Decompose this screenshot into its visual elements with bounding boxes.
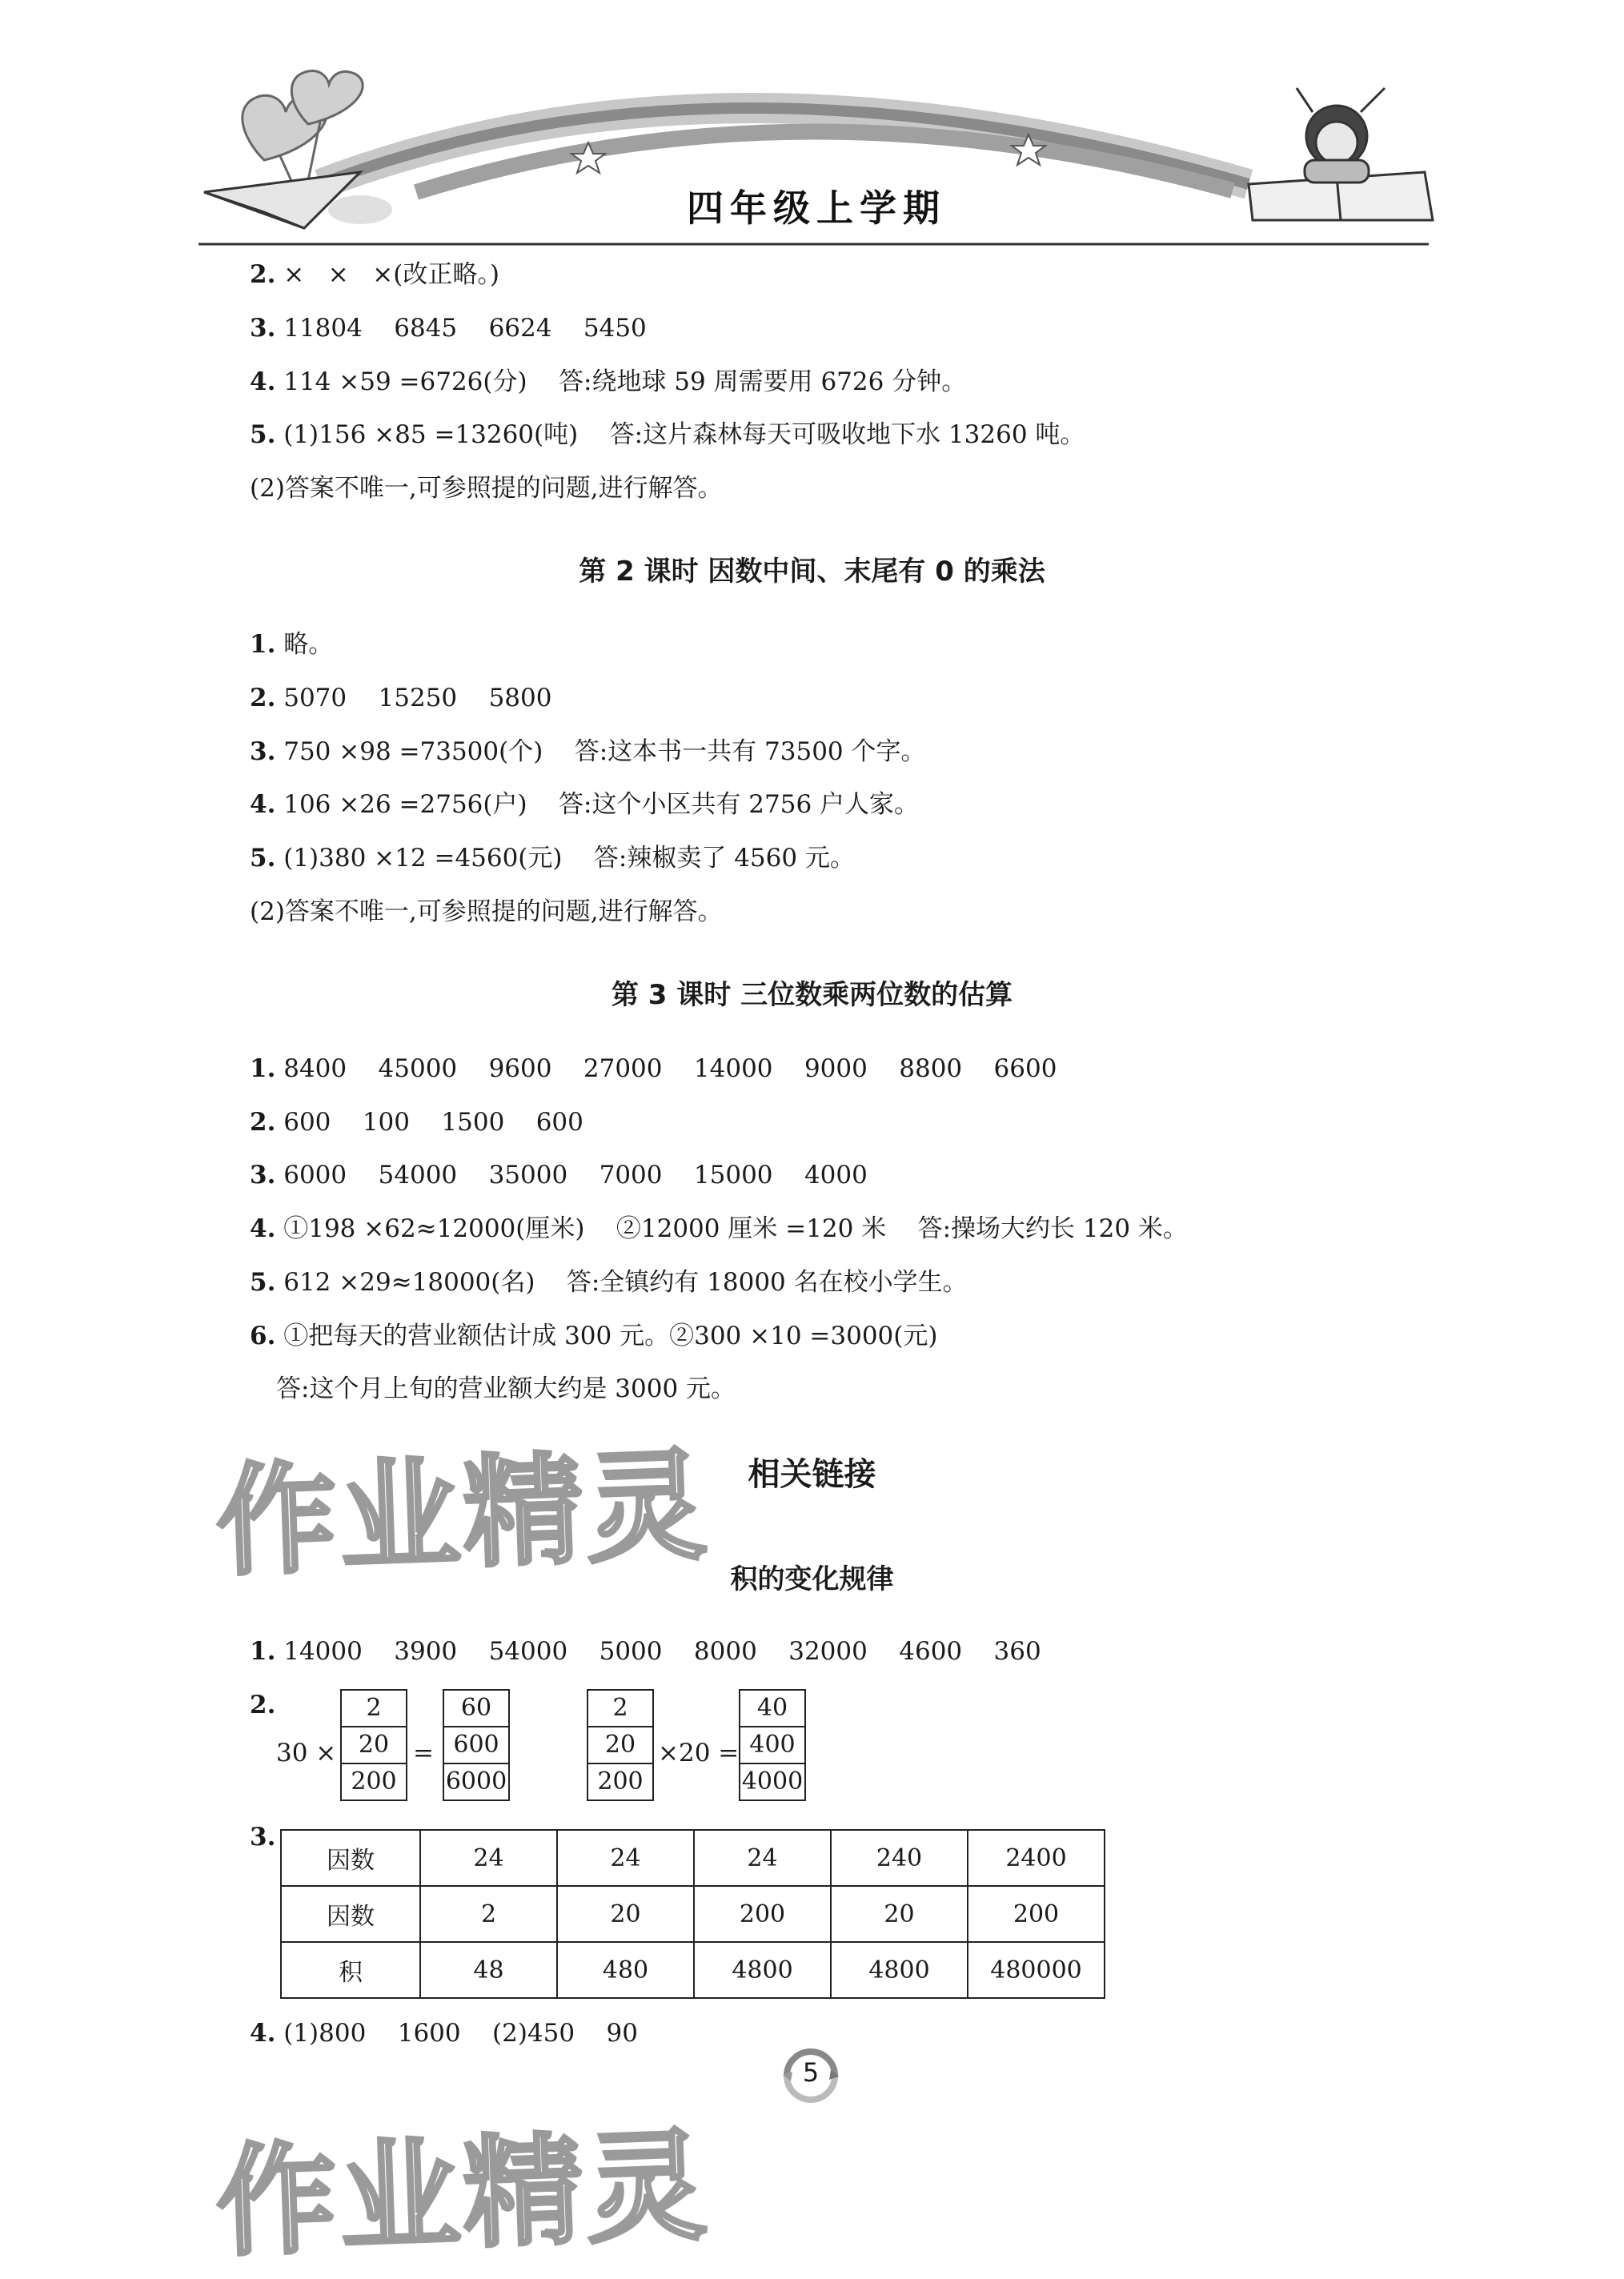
watermark: 作业精灵 (214, 2117, 712, 2273)
answer-line: 6. ①把每天的营业额估计成 300 元。②300 ×10 =3000(元) (250, 1322, 938, 1350)
page-header (0, 0, 1624, 264)
product-stack-d: 40 400 4000 (739, 1689, 806, 1801)
answer-line: 1. 8400 45000 9600 27000 14000 9000 8800 6600 (250, 1054, 1057, 1083)
question-number: 3. (250, 1823, 276, 1852)
answer-line: (2)答案不唯一,可参照提的问题,进行解答。 (250, 897, 723, 926)
cloud-icon (328, 195, 392, 224)
answer-line: 5. (1)156 ×85 =13260(吨) 答:这片森林每天可吸收地下水 13260 吨。 (250, 420, 1085, 449)
answer-line: 3. 11804 6845 6624 5450 (250, 314, 647, 343)
answer-line: 1. 14000 3900 54000 5000 8000 32000 4600 360 (250, 1637, 1041, 1666)
table-row: 积 48 480 4800 4800 480000 (281, 1942, 1105, 1998)
answer-line: 3. 6000 54000 35000 7000 15000 4000 (250, 1161, 868, 1190)
answer-line: 4. 114 ×59 =6726(分) 答:绕地球 59 周需要用 6726 分钟。 (250, 367, 967, 396)
table-row: 因数 24 24 24 240 2400 (281, 1830, 1105, 1886)
watermark: 作业精灵 (214, 1436, 712, 1593)
page-number: 5 (775, 2040, 847, 2112)
product-table (280, 1829, 1105, 1999)
answer-line: 3. 750 ×98 =73500(个) 答:这本书一共有 73500 个字。 (250, 737, 926, 766)
page-title: 四年级上学期 (687, 187, 946, 230)
answer-line: 2. × × ×(改正略。) (250, 260, 499, 289)
section-title: 第 2 课时 因数中间、末尾有 0 的乘法 (579, 556, 1045, 588)
answer-line: 2. 600 100 1500 600 (250, 1108, 583, 1137)
factor-stack-c: 2 20 200 (587, 1689, 654, 1801)
answer-line: 2. 5070 15250 5800 (250, 684, 552, 712)
girl-reading-book-icon (1249, 88, 1433, 220)
answer-line: 5. (1)380 ×12 =4560(元) 答:辣椒卖了 4560 元。 (250, 844, 855, 873)
question-number: 2. (250, 1691, 276, 1719)
left-factor: 30 × (276, 1739, 337, 1767)
answer-line: 5. 612 ×29≈18000(名) 答:全镇约有 18000 名在校小学生。 (250, 1268, 968, 1297)
answer-line: 4. (1)800 1600 (2)450 90 (250, 2019, 638, 2048)
product-stack-b: 60 600 6000 (443, 1689, 510, 1801)
answer-line: 1. 略。 (250, 630, 334, 659)
factor-stack-a: 2 20 200 (340, 1689, 407, 1801)
related-subtitle: 积的变化规律 (730, 1563, 894, 1595)
answer-line: 答:这个月上旬的营业额大约是 3000 元。 (276, 1374, 736, 1403)
equals-sign: = (413, 1739, 434, 1767)
related-title: 相关链接 (748, 1456, 876, 1493)
table-row: 因数 2 20 200 20 200 (281, 1886, 1105, 1942)
section-title: 第 3 课时 三位数乘两位数的估算 (611, 979, 1013, 1011)
answer-line: 4. ①198 ×62≈12000(厘米) ②12000 厘米 =120 米 答:操场大约长 120 米。 (250, 1214, 1188, 1243)
answer-line: (2)答案不唯一,可参照提的问题,进行解答。 (250, 474, 723, 503)
right-factor: ×20 = (658, 1739, 740, 1767)
answer-line: 4. 106 ×26 =2756(户) 答:这个小区共有 2756 户人家。 (250, 790, 920, 819)
